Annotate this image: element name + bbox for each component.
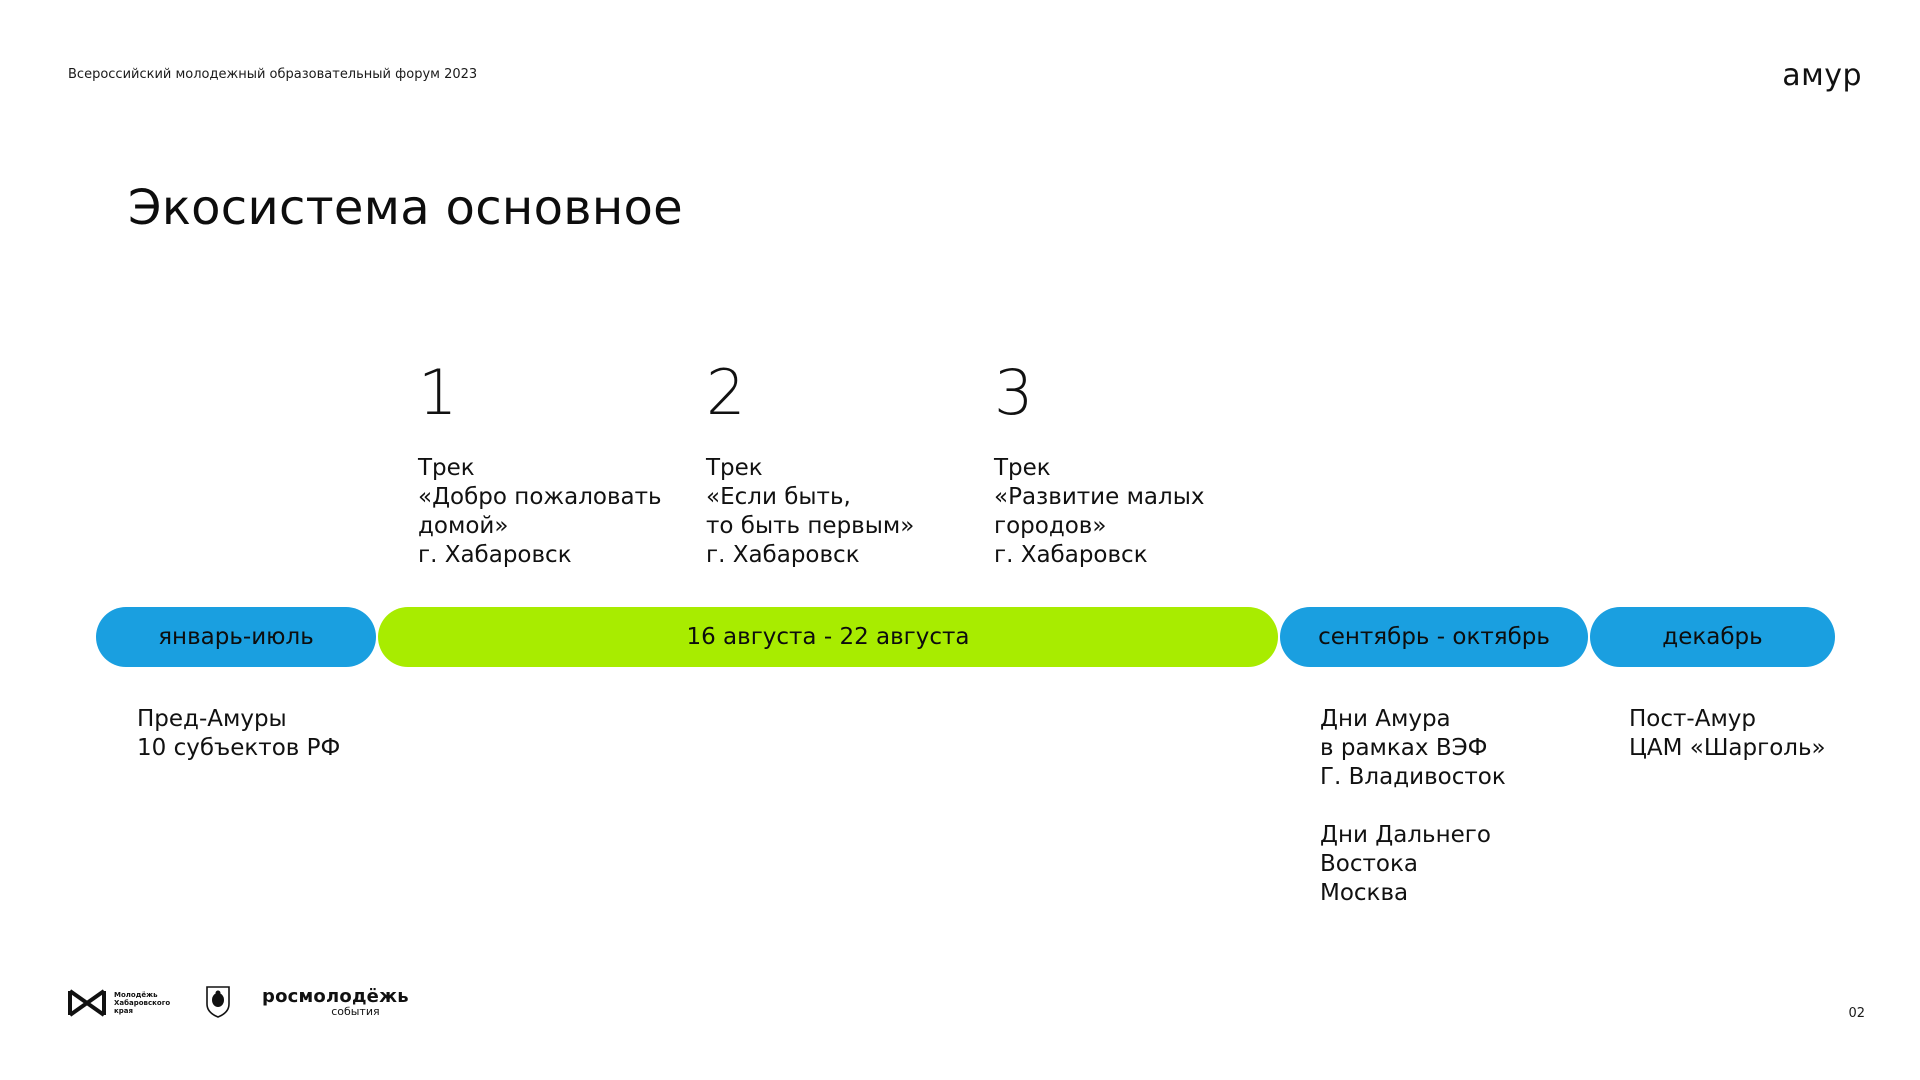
footer-logos bbox=[68, 984, 409, 1022]
desc-line: Г. Владивосток bbox=[1320, 764, 1506, 790]
track-line: то быть первым» bbox=[706, 513, 915, 539]
molodezh-mark-icon bbox=[68, 989, 106, 1017]
desc-line: Дни Амура bbox=[1320, 706, 1451, 732]
page-number: 02 bbox=[1848, 1006, 1865, 1021]
rosmolodezh-logo-text: росмолодёжь bbox=[262, 986, 409, 1007]
timeline-pill-sep-oct: сентябрь - октябрь bbox=[1280, 607, 1588, 667]
desc-line: Пост-Амур bbox=[1629, 706, 1757, 732]
logo-text-line: Молодёжь bbox=[114, 991, 158, 999]
logo-text-line: края bbox=[114, 1007, 133, 1015]
desc-line: Востока bbox=[1320, 851, 1418, 877]
molodezh-khabarovsk-logo bbox=[68, 989, 174, 1017]
desc-line: 10 субъектов РФ bbox=[137, 735, 341, 761]
desc-jan-jul bbox=[137, 705, 340, 763]
desc-line: Москва bbox=[1320, 880, 1409, 906]
molodezh-logo-text bbox=[114, 991, 174, 1015]
track-number: 3 bbox=[994, 356, 1034, 429]
desc-line: Дни Дальнего bbox=[1320, 822, 1491, 848]
track-line: «Если быть, bbox=[706, 484, 851, 510]
track-line: домой» bbox=[418, 513, 509, 539]
track-3 bbox=[994, 356, 1254, 570]
desc-line: Пред-Амуры bbox=[137, 706, 287, 732]
track-line: Трек bbox=[418, 455, 475, 481]
track-line: «Добро пожаловать bbox=[418, 484, 662, 510]
event-header-text: Всероссийский молодежный образовательный форум 2023 bbox=[68, 67, 478, 82]
logo-text-line: Хабаровского bbox=[114, 999, 171, 1007]
timeline-pill-august: 16 августа - 22 августа bbox=[378, 607, 1278, 667]
track-line: г. Хабаровск bbox=[994, 542, 1148, 568]
track-2 bbox=[706, 356, 966, 570]
desc-line: в рамках ВЭФ bbox=[1320, 735, 1488, 761]
rosmolodezh-logo-subtext: события bbox=[331, 1005, 380, 1018]
track-line: Трек bbox=[994, 455, 1051, 481]
amur-brand-logo: амур bbox=[1782, 58, 1862, 93]
track-description bbox=[418, 454, 678, 570]
timeline-pill-december: декабрь bbox=[1590, 607, 1835, 667]
slide-title: Экосистема основное bbox=[128, 180, 684, 236]
track-description bbox=[994, 454, 1254, 570]
timeline-pill-jan-jul: январь-июль bbox=[96, 607, 376, 667]
track-line: «Развитие малых bbox=[994, 484, 1205, 510]
rosmolodezh-events-logo bbox=[262, 988, 409, 1018]
khabarovsk-coat-of-arms-icon bbox=[204, 984, 232, 1022]
desc-december bbox=[1629, 705, 1826, 763]
track-1 bbox=[418, 356, 678, 570]
desc-spacer bbox=[1320, 792, 1506, 821]
track-line: г. Хабаровск bbox=[418, 542, 572, 568]
desc-sep-oct bbox=[1320, 705, 1506, 908]
desc-line: ЦАМ «Шарголь» bbox=[1629, 735, 1826, 761]
track-line: г. Хабаровск bbox=[706, 542, 860, 568]
track-line: Трек bbox=[706, 455, 763, 481]
track-number: 2 bbox=[706, 356, 746, 429]
track-description bbox=[706, 454, 966, 570]
track-number: 1 bbox=[418, 356, 458, 429]
track-line: городов» bbox=[994, 513, 1107, 539]
